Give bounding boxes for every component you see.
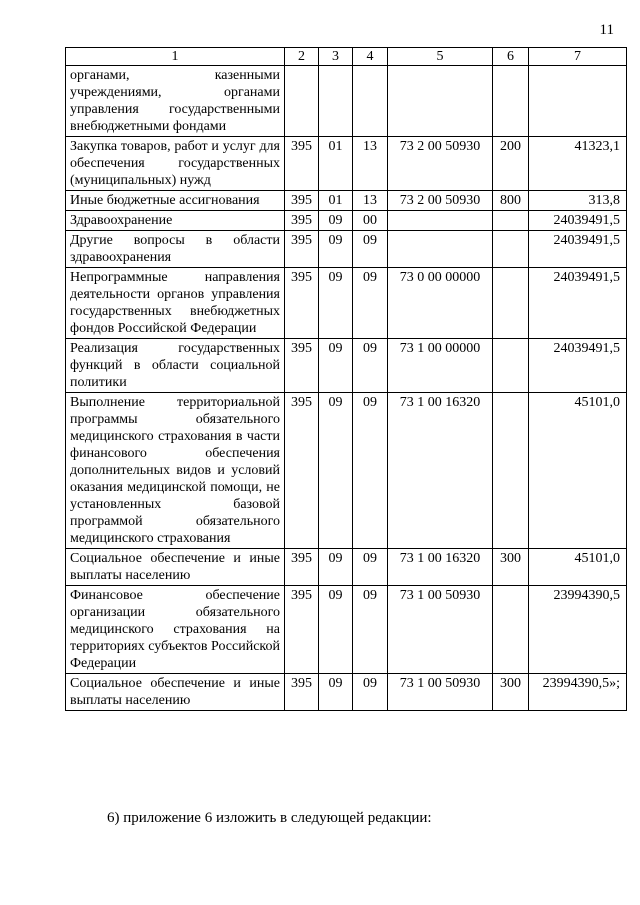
table-row	[66, 586, 627, 674]
row-target-article: 73 1 00 00000	[388, 339, 493, 393]
row-name: Финансовое обеспечение организации обязательного медицинского страхования на территориях субъектов Российской Федерации	[66, 586, 285, 674]
table-row	[66, 339, 627, 393]
row-expense-type	[493, 393, 529, 549]
row-target-article: 73 2 00 50930	[388, 191, 493, 211]
table-row	[66, 549, 627, 586]
row-section	[319, 66, 353, 137]
row-section: 09	[319, 211, 353, 231]
row-subsection	[353, 66, 388, 137]
row-subsection: 13	[353, 137, 388, 191]
row-amount: 24039491,5	[529, 339, 627, 393]
table-row	[66, 268, 627, 339]
row-section: 01	[319, 191, 353, 211]
row-subsection: 09	[353, 231, 388, 268]
row-name: Иные бюджетные ассигнования	[66, 191, 285, 211]
row-amount: 45101,0	[529, 393, 627, 549]
header-col-4: 4	[353, 48, 388, 66]
row-expense-type	[493, 268, 529, 339]
row-admin-code: 395	[285, 211, 319, 231]
header-col-1: 1	[66, 48, 285, 66]
row-amount: 313,8	[529, 191, 627, 211]
row-admin-code: 395	[285, 549, 319, 586]
table-row	[66, 211, 627, 231]
row-target-article: 73 1 00 16320	[388, 549, 493, 586]
table-row	[66, 66, 627, 137]
row-section: 09	[319, 231, 353, 268]
row-amount: 24039491,5	[529, 211, 627, 231]
row-section: 09	[319, 549, 353, 586]
row-admin-code: 395	[285, 268, 319, 339]
row-amount: 23994390,5	[529, 586, 627, 674]
row-target-article: 73 1 00 50930	[388, 586, 493, 674]
row-subsection: 09	[353, 268, 388, 339]
row-name: Другие вопросы в области здравоохранения	[66, 231, 285, 268]
row-admin-code: 395	[285, 674, 319, 711]
row-section: 09	[319, 268, 353, 339]
row-name: Здравоохранение	[66, 211, 285, 231]
amendment-instruction: 6) приложение 6 изложить в следующей редакции:	[107, 810, 432, 826]
header-col-5: 5	[388, 48, 493, 66]
header-col-3: 3	[319, 48, 353, 66]
header-col-7: 7	[529, 48, 627, 66]
row-admin-code: 395	[285, 137, 319, 191]
table-row	[66, 674, 627, 711]
row-subsection: 09	[353, 393, 388, 549]
row-subsection: 00	[353, 211, 388, 231]
row-admin-code: 395	[285, 231, 319, 268]
row-expense-type	[493, 66, 529, 137]
table-row	[66, 137, 627, 191]
row-amount: 41323,1	[529, 137, 627, 191]
row-name: Выполнение территориальной программы обязательного медицинского страхования в части финансового обеспечения дополнительных видов и условий оказания медицинской помощи, не установленных базовой программой обязательного медицинского страхования	[66, 393, 285, 549]
row-expense-type: 200	[493, 137, 529, 191]
row-expense-type	[493, 586, 529, 674]
row-admin-code: 395	[285, 393, 319, 549]
row-admin-code: 395	[285, 586, 319, 674]
row-amount: 24039491,5	[529, 268, 627, 339]
row-subsection: 09	[353, 339, 388, 393]
row-target-article: 73 2 00 50930	[388, 137, 493, 191]
row-target-article	[388, 211, 493, 231]
row-name: Реализация государственных функций в области социальной политики	[66, 339, 285, 393]
row-name: Социальное обеспечение и иные выплаты населению	[66, 674, 285, 711]
table-header-row	[66, 48, 627, 66]
budget-table	[65, 47, 627, 711]
table-row	[66, 393, 627, 549]
table-row	[66, 231, 627, 268]
row-amount	[529, 66, 627, 137]
row-expense-type	[493, 339, 529, 393]
row-expense-type: 300	[493, 549, 529, 586]
row-section: 01	[319, 137, 353, 191]
row-expense-type: 300	[493, 674, 529, 711]
row-target-article: 73 1 00 16320	[388, 393, 493, 549]
row-subsection: 13	[353, 191, 388, 211]
row-expense-type	[493, 211, 529, 231]
row-amount: 45101,0	[529, 549, 627, 586]
row-name: Непрограммные направления деятельности органов управления государственных внебюджетных фондов Российской Федерации	[66, 268, 285, 339]
row-section: 09	[319, 586, 353, 674]
row-name: Закупка товаров, работ и услуг для обеспечения государственных (муниципальных) нужд	[66, 137, 285, 191]
header-col-2: 2	[285, 48, 319, 66]
row-admin-code	[285, 66, 319, 137]
row-target-article: 73 1 00 50930	[388, 674, 493, 711]
row-target-article	[388, 231, 493, 268]
row-subsection: 09	[353, 586, 388, 674]
row-admin-code: 395	[285, 339, 319, 393]
row-section: 09	[319, 674, 353, 711]
row-amount: 23994390,5»;	[529, 674, 627, 711]
row-target-article	[388, 66, 493, 137]
row-name: Социальное обеспечение и иные выплаты населению	[66, 549, 285, 586]
header-col-6: 6	[493, 48, 529, 66]
row-subsection: 09	[353, 674, 388, 711]
row-name: органами, казенными учреждениями, органами управления государственными внебюджетными фондами	[66, 66, 285, 137]
row-section: 09	[319, 393, 353, 549]
table-row	[66, 191, 627, 211]
row-expense-type	[493, 231, 529, 268]
page-number: 11	[599, 22, 614, 38]
row-amount: 24039491,5	[529, 231, 627, 268]
row-target-article: 73 0 00 00000	[388, 268, 493, 339]
row-expense-type: 800	[493, 191, 529, 211]
row-subsection: 09	[353, 549, 388, 586]
row-admin-code: 395	[285, 191, 319, 211]
row-section: 09	[319, 339, 353, 393]
